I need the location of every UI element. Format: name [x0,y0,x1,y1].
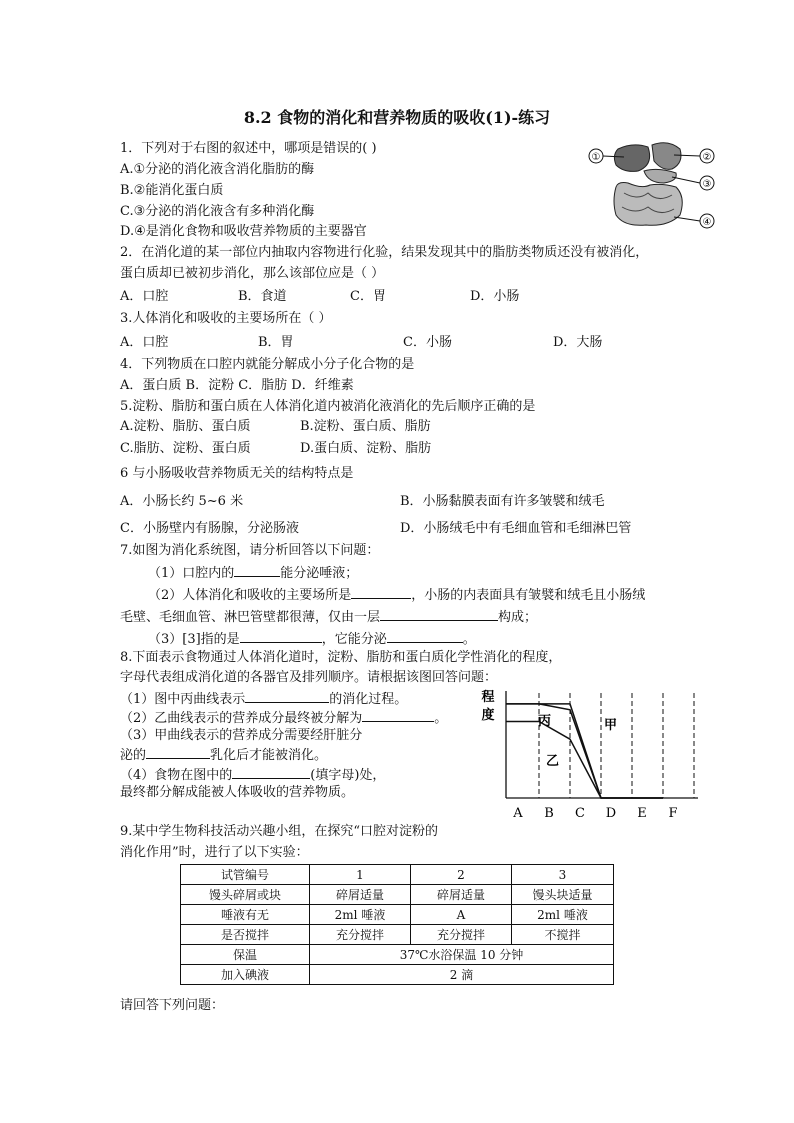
q8-part4 [120,766,385,784]
q6-stem: 6 与小肠吸收营养物质无关的结构特点是 [120,466,354,481]
figure-label-3: ③ [702,179,712,190]
q7-part3-text-c: 。 [462,632,476,647]
table-cell: 试管编号 [181,865,310,885]
figure-label-4: ④ [702,217,712,228]
q5-option-d: D.蛋白质、淀粉、脂肪 [300,441,432,456]
q1-option-b: B.②能消化蛋白质 [120,183,224,198]
q7-part3 [148,630,476,648]
table-cell: 不搅拌 [512,925,614,945]
digestive-organs-figure [588,137,718,232]
q1-option-c: C.③分泌的消化液含有多种消化酶 [120,204,315,219]
table-cell: 碎屑适量 [411,885,512,905]
chart-ylabel-char2: 度 [481,708,495,723]
q8-part4-text-b: (填字母)处， [310,768,386,783]
table-cell: 2 滴 [310,965,614,985]
answer-blank[interactable] [240,630,322,643]
table-cell: 馒头碎屑或块 [181,885,310,905]
table-row [181,905,614,925]
table-cell: 2 [411,865,512,885]
q8-stem-line1: 8.下面表示食物通过人体消化道时，淀粉、脂肪和蛋白质化学性消化的程度， [120,650,562,665]
q5-stem: 5.淀粉、脂肪和蛋白质在人体消化道内被消化液消化的先后顺序正确的是 [120,399,536,414]
q1-option-d: D.④是消化食物和吸收营养物质的主要器官 [120,224,367,239]
answer-blank[interactable] [245,690,329,703]
q8-part2-text-b: 。 [434,711,448,726]
answer-blank[interactable] [351,586,411,599]
table-cell: 加入碘液 [181,965,310,985]
q6-option-d: D．小肠绒毛中有毛细血管和毛细淋巴管 [400,521,632,536]
table-cell: 是否搅拌 [181,925,310,945]
answer-blank[interactable] [232,766,310,779]
q6-option-a: A．小肠长约 5~6 米 [120,494,244,509]
q2-stem-line2: 蛋白质却已被初步消化，那么该部位应是（ ） [120,266,385,281]
figure-label-1: ① [591,152,601,163]
table-cell: 充分搅拌 [310,925,411,945]
table-row [181,925,614,945]
q7-part2-text-b: ，小肠的内表面具有皱襞和绒毛且小肠绒 [411,588,646,603]
q8-part4-text-a: （4）食物在图中的 [120,768,233,783]
q8-part1 [120,690,407,708]
q6-option-b: B．小肠黏膜表面有许多皱襞和绒毛 [400,494,605,509]
q9-stem-line2: 消化作用”时，进行了以下实验： [120,845,309,860]
q7-stem: 7.如图为消化系统图，请分析回答以下问题： [120,543,380,558]
q2-option-a: A．口腔 [120,289,169,304]
q7-part1-text-b: 能分泌唾液； [280,566,359,581]
q7-part2 [148,586,645,604]
q7-part3-text-a: （3）[3]指的是 [148,632,240,647]
q3-option-b: B．胃 [258,335,294,350]
table-row [181,945,614,965]
x-tick-label: C [575,806,585,821]
series-label: 甲 [604,718,618,733]
q5-option-a: A.淀粉、脂肪、蛋白质 [120,419,251,434]
q7-part3-text-b: ，它能分泌 [321,632,387,647]
q8-part1-text-b: 的消化过程。 [329,692,408,707]
q8-part3-text-b: 泌的 [120,748,147,763]
q4-stem: 4．下列物质在口腔内就能分解成小分子化合物的是 [120,357,415,372]
q4-options: A．蛋白质 B．淀粉 C．脂肪 D．纤维素 [120,378,354,393]
table-cell: 2ml 唾液 [310,905,411,925]
x-tick-label: B [544,806,554,821]
q9-followup: 请回答下列问题： [120,998,225,1013]
answer-blank[interactable] [234,564,280,577]
series-label: 乙 [546,754,560,769]
q7-part1-text-a: （1）口腔内的 [148,566,235,581]
experiment-table [180,864,614,985]
q6-option-c: C．小肠壁内有肠腺，分泌肠液 [120,521,299,536]
q3-option-d: D．大肠 [553,335,603,350]
x-tick-label: F [668,806,678,821]
chart-ylabel-char1: 程 [481,690,495,705]
q1-stem: 1．下列对于右图的叙述中，哪项是错误的( ) [120,141,377,156]
q7-part2-text-d: 构成； [498,610,538,625]
answer-blank[interactable] [387,630,463,643]
q2-option-b: B．食道 [238,289,287,304]
answer-blank[interactable] [146,746,210,759]
table-cell: 1 [310,865,411,885]
q3-option-a: A．口腔 [120,335,169,350]
q8-part3: （3）甲曲线表示的营养成分需要经肝脏分 [120,728,363,743]
table-row [181,965,614,985]
table-cell: A [411,905,512,925]
table-cell: 保温 [181,945,310,965]
q1-option-a: A.①分泌的消化液含消化脂肪的酶 [120,162,315,177]
series-label: 丙 [538,714,552,729]
answer-blank[interactable] [362,709,434,722]
page-title: 8.2 食物的消化和营养物质的吸收(1)-练习 [243,108,551,127]
q3-option-c: C．小肠 [403,335,452,350]
table-cell: 唾液有无 [181,905,310,925]
x-tick-label: E [637,806,647,821]
answer-blank[interactable] [380,608,498,621]
q7-part1 [148,564,358,582]
q8-part3-text-c: 乳化后才能被消化。 [210,748,328,763]
table-cell: 3 [512,865,614,885]
q9-stem-line1: 9.某中学生物科技活动兴趣小组，在探究“口腔对淀粉的 [120,824,439,839]
q8-part1-text-a: （1）图中丙曲线表示 [120,692,246,707]
q8-stem-line2: 字母代表组成消化道的各器官及排列顺序。请根据该图回答问题： [120,670,498,685]
q5-option-b: B.淀粉、蛋白质、脂肪 [300,419,431,434]
table-row [181,865,614,885]
q8-part2 [120,709,447,727]
table-cell: 碎屑适量 [310,885,411,905]
q2-stem-line1: 2．在消化道的某一部位内抽取内容物进行化验，结果发现其中的脂肪类物质还没有被消化， [120,245,649,260]
q5-option-c: C.脂肪、淀粉、蛋白质 [120,441,251,456]
q2-option-c: C．胃 [350,289,386,304]
digestion-chart [476,685,706,825]
series-line-1 [506,704,663,798]
table-row [181,885,614,905]
q7-part2-text-c: 毛壁、毛细血管、淋巴管壁都很薄，仅由一层 [120,610,381,625]
q2-option-d: D．小肠 [470,289,520,304]
table-cell: 馒头块适量 [512,885,614,905]
q3-stem: 3.人体消化和吸收的主要场所在（ ） [120,311,332,326]
q7-part2-cont [120,608,537,626]
q7-part2-text-a: （2）人体消化和吸收的主要场所是 [148,588,352,603]
x-tick-label: A [513,806,523,821]
x-tick-label: D [605,806,617,821]
figure-label-2: ② [702,152,712,163]
table-cell: 37℃水浴保温 10 分钟 [310,945,614,965]
table-cell: 2ml 唾液 [512,905,614,925]
table-cell: 充分搅拌 [411,925,512,945]
q8-part4-cont: 最终都分解成能被人体吸收的营养物质。 [120,785,355,800]
series-line-2 [506,722,663,798]
q8-part3-cont [120,746,327,764]
q8-part2-text-a: （2）乙曲线表示的营养成分最终被分解为 [120,711,363,726]
